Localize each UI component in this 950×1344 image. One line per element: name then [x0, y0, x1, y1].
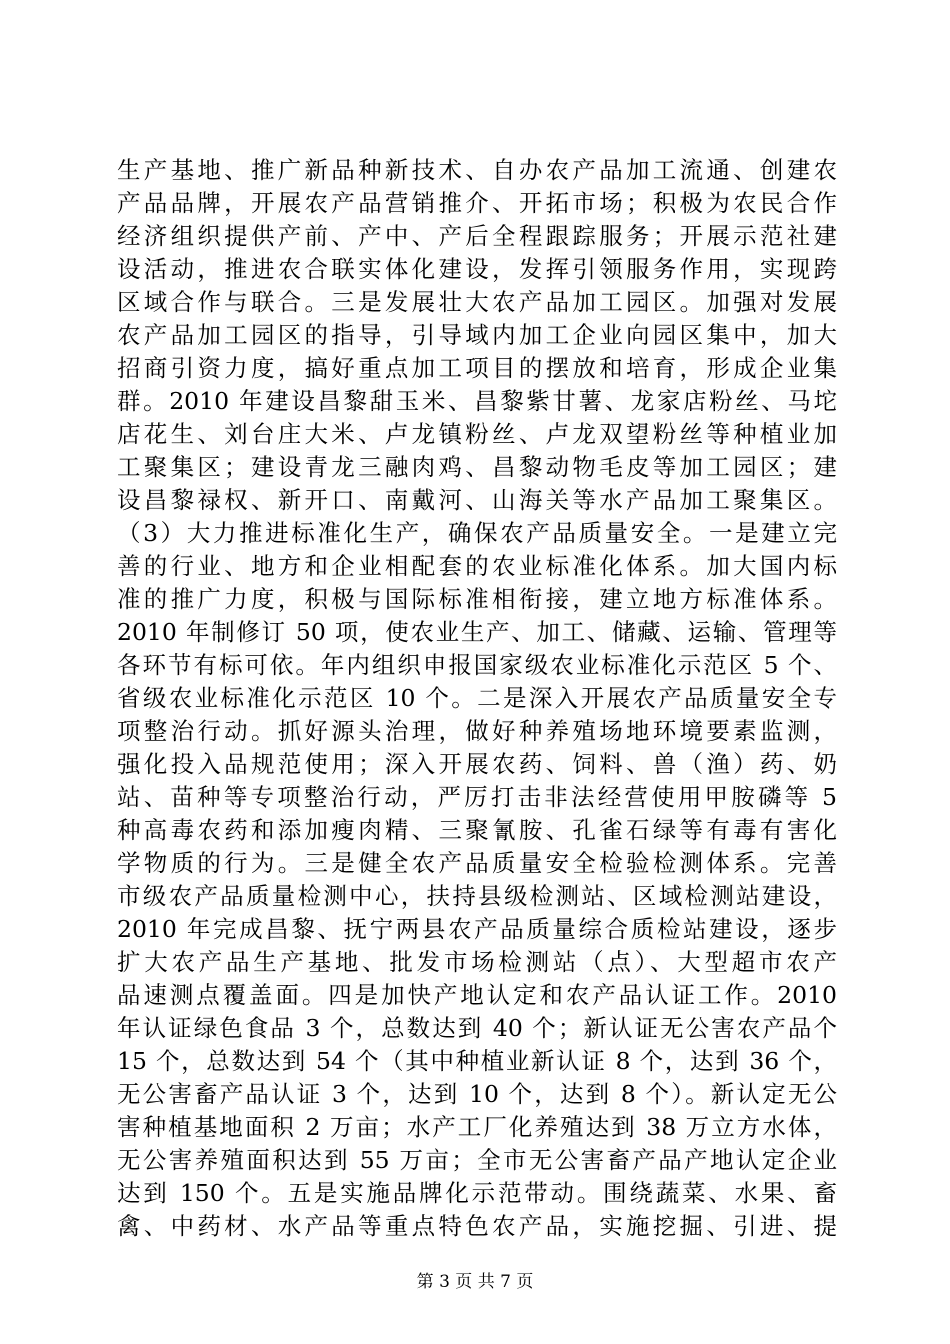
- page-footer: 第 3 页 共 7 页: [416, 1272, 534, 1292]
- body-line: 害种植基地面积 2 万亩；水产工厂化养殖达到 38 万立方水体，: [117, 1113, 837, 1141]
- body-line: 种高毒农药和添加瘦肉精、三聚氰胺、孔雀石绿等有毒有害化: [117, 816, 837, 844]
- body-line: 农产品加工园区的指导，引导域内加工企业向园区集中，加大: [117, 321, 837, 349]
- body-line: 善的行业、地方和企业相配套的农业标准化体系。加大国内标: [117, 552, 837, 580]
- body-line: 区域合作与联合。三是发展壮大农产品加工园区。加强对发展: [117, 288, 837, 316]
- body-line: 生产基地、推广新品种新技术、自办农产品加工流通、创建农: [117, 156, 837, 184]
- body-line: 群。2010 年建设昌黎甜玉米、昌黎紫甘薯、龙家店粉丝、马坨: [117, 387, 837, 415]
- body-line: 年认证绿色食品 3 个，总数达到 40 个；新认证无公害农产品个: [117, 1014, 837, 1042]
- body-line: 工聚集区；建设青龙三融肉鸡、昌黎动物毛皮等加工园区；建: [117, 453, 837, 481]
- body-line: 15 个，总数达到 54 个（其中种植业新认证 8 个，达到 36 个，: [117, 1047, 837, 1075]
- body-line: 产品品牌，开展农产品营销推介、开拓市场；积极为农民合作: [117, 189, 837, 217]
- body-line: 店花生、刘台庄大米、卢龙镇粉丝、卢龙双望粉丝等种植业加: [117, 420, 837, 448]
- body-line: 学物质的行为。三是健全农产品质量安全检验检测体系。完善: [117, 849, 837, 877]
- body-line: 招商引资力度，搞好重点加工项目的摆放和培育，形成企业集: [117, 354, 837, 382]
- body-line: （3）大力推进标准化生产，确保农产品质量安全。一是建立完: [117, 519, 837, 547]
- body-line: 经济组织提供产前、产中、产后全程跟踪服务；开展示范社建: [117, 222, 837, 250]
- body-line: 设昌黎禄权、新开口、南戴河、山海关等水产品加工聚集区。: [117, 486, 837, 514]
- body-line: 扩大农产品生产基地、批发市场检测站（点）、大型超市农产: [117, 948, 837, 976]
- body-line: 省级农业标准化示范区 10 个。二是深入开展农产品质量安全专: [117, 684, 837, 712]
- body-line: 2010 年完成昌黎、抚宁两县农产品质量综合质检站建设，逐步: [117, 915, 837, 943]
- body-line: 2010 年制修订 50 项，使农业生产、加工、储藏、运输、管理等: [117, 618, 837, 646]
- body-line: 品速测点覆盖面。四是加快产地认定和农产品认证工作。2010: [117, 981, 837, 1009]
- body-line: 站、苗种等专项整治行动，严厉打击非法经营使用甲胺磷等 5: [117, 783, 837, 811]
- body-line: 项整治行动。抓好源头治理，做好种养殖场地环境要素监测，: [117, 717, 837, 745]
- document-body: [117, 154, 837, 1243]
- body-line: 强化投入品规范使用；深入开展农药、饲料、兽（渔）药、奶: [117, 750, 837, 778]
- body-line: 设活动，推进农合联实体化建设，发挥引领服务作用，实现跨: [117, 255, 837, 283]
- body-line: 市级农产品质量检测中心，扶持县级检测站、区域检测站建设，: [117, 882, 837, 910]
- body-line: 准的推广力度，积极与国际标准相衔接，建立地方标准体系。: [117, 585, 837, 613]
- body-line: 无公害养殖面积达到 55 万亩；全市无公害畜产品产地认定企业: [117, 1146, 837, 1174]
- body-line: 达到 150 个。五是实施品牌化示范带动。围绕蔬菜、水果、畜: [117, 1179, 837, 1207]
- body-line: 无公害畜产品认证 3 个，达到 10 个，达到 8 个）。新认定无公: [117, 1080, 837, 1108]
- body-line: 禽、中药材、水产品等重点特色农产品，实施挖掘、引进、提: [117, 1212, 837, 1240]
- body-line: 各环节有标可依。年内组织申报国家级农业标准化示范区 5 个、: [117, 651, 837, 679]
